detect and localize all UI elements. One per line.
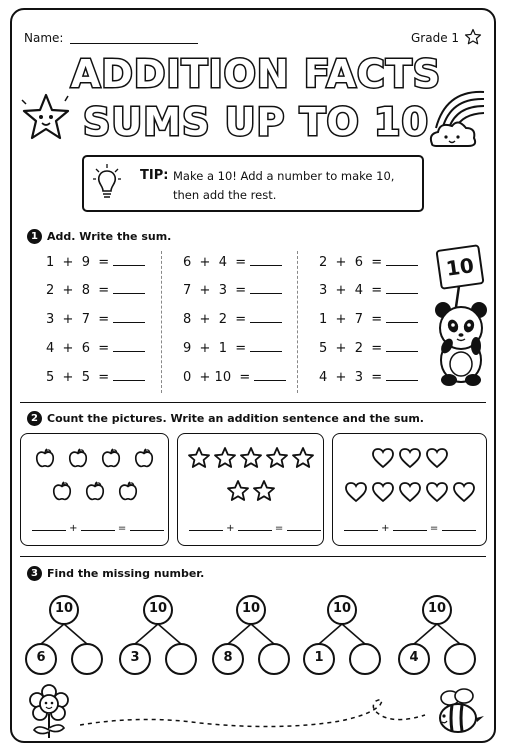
addend-blank[interactable] xyxy=(32,529,66,531)
name-field[interactable] xyxy=(70,43,198,44)
bond-part-number: 1 xyxy=(314,650,324,665)
section-divider xyxy=(20,402,486,403)
plus-sign: + xyxy=(66,523,81,534)
addition-problem xyxy=(183,312,282,327)
bond-part-number: 6 xyxy=(36,650,46,665)
addition-problem-text: 3 + 7 = xyxy=(46,312,110,327)
bond-connector xyxy=(228,624,251,644)
answer-blank[interactable] xyxy=(250,264,282,266)
addition-problem-text: 6 + 4 = xyxy=(183,255,247,270)
addition-problem xyxy=(183,341,282,356)
answer-blank[interactable] xyxy=(250,350,282,352)
star-icon xyxy=(265,446,289,470)
addend-blank[interactable] xyxy=(238,529,272,531)
section-divider xyxy=(20,556,486,557)
bee-icon xyxy=(430,686,488,736)
addition-sentence xyxy=(189,523,321,534)
heart-icon xyxy=(371,480,395,504)
name-label: Name: xyxy=(24,31,64,45)
heart-icon xyxy=(344,480,368,504)
addition-problem-text: 5 + 5 = xyxy=(46,370,110,385)
addition-problem xyxy=(46,255,145,270)
addition-problem-text: 7 + 3 = xyxy=(183,283,247,298)
apple-icon xyxy=(100,447,122,469)
tip-box xyxy=(82,155,424,212)
equals-sign: = xyxy=(271,523,287,534)
addend-blank[interactable] xyxy=(81,529,115,531)
star-icon xyxy=(187,446,211,470)
title-line-1: ADDITION FACTS xyxy=(70,52,442,96)
heart-icon xyxy=(452,480,476,504)
rainbow-cloud-icon xyxy=(426,84,492,152)
star-icon xyxy=(226,479,250,503)
addition-problem-text: 8 + 2 = xyxy=(183,312,247,327)
addition-problem xyxy=(319,341,418,356)
flower-icon xyxy=(24,684,74,740)
smiling-star-icon xyxy=(18,92,74,144)
bond-connector xyxy=(414,624,437,644)
sum-blank[interactable] xyxy=(442,529,476,531)
apple-icon xyxy=(117,480,139,502)
answer-blank[interactable] xyxy=(113,321,145,323)
addend-blank[interactable] xyxy=(344,529,378,531)
addition-problem xyxy=(319,283,418,298)
heart-icon xyxy=(371,446,395,470)
section-2-badge: 2 xyxy=(27,411,42,426)
star-icon xyxy=(252,479,276,503)
grade-label: Grade 1 xyxy=(411,31,460,45)
sum-blank[interactable] xyxy=(287,529,321,531)
bond-part-number: 8 xyxy=(223,650,233,665)
addend-blank[interactable] xyxy=(189,529,223,531)
addition-problem xyxy=(46,312,145,327)
section-3-badge: 3 xyxy=(27,566,42,581)
plus-sign: + xyxy=(223,523,238,534)
bond-whole-number: 10 xyxy=(332,601,352,616)
tip-text-line-2: then add the rest. xyxy=(173,188,277,202)
bond-connector xyxy=(342,624,365,644)
bond-connector xyxy=(251,624,274,644)
answer-blank[interactable] xyxy=(113,264,145,266)
bond-connector xyxy=(319,624,342,644)
apple-icon xyxy=(34,447,56,469)
addition-problem-text: 5 + 2 = xyxy=(319,341,383,356)
section-3-title: Find the missing number. xyxy=(47,567,205,580)
addition-problem xyxy=(319,312,418,327)
grade-star-icon xyxy=(464,28,482,46)
answer-blank[interactable] xyxy=(113,379,145,381)
apple-icon xyxy=(133,447,155,469)
bond-connector xyxy=(135,624,158,644)
apple-icon xyxy=(67,447,89,469)
equals-sign: = xyxy=(426,523,442,534)
addition-problem xyxy=(319,255,418,270)
addition-problem xyxy=(183,255,282,270)
bond-part-number: 3 xyxy=(130,650,140,665)
addition-problem-text: 4 + 3 = xyxy=(319,370,383,385)
heart-icon xyxy=(425,446,449,470)
answer-blank[interactable] xyxy=(254,379,286,381)
answer-blank[interactable] xyxy=(386,321,418,323)
apple-icon xyxy=(51,480,73,502)
equals-sign: = xyxy=(114,523,130,534)
heart-icon xyxy=(398,446,422,470)
addition-problem xyxy=(46,341,145,356)
title-line-2: SUMS UP TO 10 xyxy=(83,100,429,144)
answer-blank[interactable] xyxy=(250,321,282,323)
addend-blank[interactable] xyxy=(393,529,427,531)
answer-blank[interactable] xyxy=(386,264,418,266)
addition-problem-text: 1 + 7 = xyxy=(319,312,383,327)
heart-icon xyxy=(398,480,422,504)
bond-missing-part-circle[interactable] xyxy=(72,644,102,674)
bond-connector xyxy=(437,624,460,644)
dashed-path-line xyxy=(80,695,430,735)
column-divider xyxy=(297,251,298,393)
column-divider xyxy=(161,251,162,393)
heart-icon xyxy=(425,480,449,504)
apple-icon xyxy=(84,480,106,502)
answer-blank[interactable] xyxy=(386,379,418,381)
answer-blank[interactable] xyxy=(113,292,145,294)
answer-blank[interactable] xyxy=(250,292,282,294)
addition-problem xyxy=(46,283,145,298)
bond-whole-number: 10 xyxy=(427,601,447,616)
bond-connector xyxy=(158,624,181,644)
bond-missing-part-circle[interactable] xyxy=(259,644,289,674)
addition-problem xyxy=(319,370,418,385)
addition-problem-text: 3 + 4 = xyxy=(319,283,383,298)
lightbulb-icon xyxy=(92,163,122,205)
addition-problem-text: 0 + 10 = xyxy=(183,370,251,385)
addition-sentence xyxy=(344,523,476,534)
bond-whole-number: 10 xyxy=(241,601,261,616)
answer-blank[interactable] xyxy=(113,350,145,352)
star-icon xyxy=(239,446,263,470)
addition-problem-text: 2 + 8 = xyxy=(46,283,110,298)
answer-blank[interactable] xyxy=(386,350,418,352)
bond-whole-number: 10 xyxy=(54,601,74,616)
addition-sentence xyxy=(32,523,164,534)
addition-problem xyxy=(183,283,282,298)
addition-problem-text: 2 + 6 = xyxy=(319,255,383,270)
bond-connector xyxy=(64,624,87,644)
tip-text-line-1: Make a 10! Add a number to make 10, xyxy=(173,169,395,183)
plus-sign: + xyxy=(378,523,393,534)
answer-blank[interactable] xyxy=(386,292,418,294)
bond-missing-part-circle[interactable] xyxy=(445,644,475,674)
addition-problem xyxy=(46,370,145,385)
addition-problem xyxy=(183,370,286,385)
section-1-badge: 1 xyxy=(27,229,42,244)
tip-label: TIP: xyxy=(140,168,169,183)
star-icon xyxy=(291,446,315,470)
sum-blank[interactable] xyxy=(130,529,164,531)
star-icon xyxy=(213,446,237,470)
addition-problem-text: 1 + 9 = xyxy=(46,255,110,270)
bond-missing-part-circle[interactable] xyxy=(350,644,380,674)
addition-problem-text: 4 + 6 = xyxy=(46,341,110,356)
sign-number: 10 xyxy=(444,253,476,281)
bond-part-number: 4 xyxy=(409,650,419,665)
section-1-title: Add. Write the sum. xyxy=(47,230,172,243)
section-2-title: Count the pictures. Write an addition sentence and the sum. xyxy=(47,412,424,425)
addition-problem-text: 9 + 1 = xyxy=(183,341,247,356)
bond-missing-part-circle[interactable] xyxy=(166,644,196,674)
bond-whole-number: 10 xyxy=(148,601,168,616)
bond-connector xyxy=(41,624,64,644)
